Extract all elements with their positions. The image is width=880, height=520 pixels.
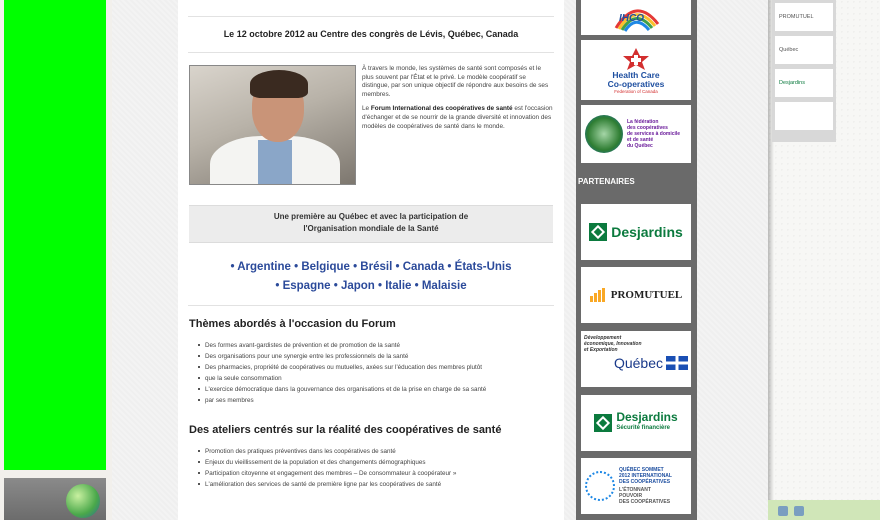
federation-emblem-icon [585,115,623,153]
quebec-flag-icon [666,356,688,370]
divider [188,305,554,306]
left-green-panel [4,0,106,470]
mini-sommet[interactable] [775,102,833,130]
desjardins-sf-text: Desjardins [616,410,678,424]
list-item: L'exercice démocratique dans la gouvernance des organisations et de la prise en charge de sa santé [205,384,557,395]
quebec-text: Québec [613,355,663,371]
oms-banner [189,205,553,243]
ihco-logo[interactable] [581,0,691,35]
twitter-icon[interactable] [794,506,804,516]
desjardins-securite-logo[interactable] [581,395,691,451]
mini-logo-column [772,0,836,142]
hcc-line-1: Health Care [612,69,660,80]
doctor-photo [189,65,356,185]
divider [188,16,554,17]
hcc-line-2: Co-operatives [607,78,665,89]
main-content [178,0,564,520]
partners-heading: PARTENAIRES [578,177,635,186]
list-item: L'amélioration des services de santé de première ligne par les coopératives de santé [205,479,557,490]
ateliers-heading: Des ateliers centrés sur la réalité des coopératives de santé [189,424,502,436]
ihco-text: IHCO [619,13,644,24]
desjardins-logo[interactable] [581,204,691,260]
themes-heading: Thèmes abordés à l'occasion du Forum [189,318,396,330]
list-item-continued: par ses membres [205,395,557,406]
globe-icon [66,484,100,518]
banner-line-1: Une première au Québec et avec la participation de [273,212,469,221]
mini-quebec[interactable]: Québec [775,36,833,64]
sommet-line-1: QUÉBEC SOMMET [619,467,664,473]
divider [188,52,554,53]
themes-list [205,340,557,406]
star-cross-icon [621,47,651,71]
list-item: Des organisations pour une synergie entre les professionnels de la santé [205,351,557,362]
federation-logo[interactable] [581,105,691,163]
fed-line-5: du Québec [627,143,653,149]
promutuel-logo[interactable] [581,267,691,323]
right-bottom-strip [768,500,880,520]
list-item: Des pharmacies, propriété de coopératives ou mutuelles, axées sur l'éducation des membres plutôt [205,362,557,373]
list-item: Promotion des pratiques préventives dans les coopératives de santé [205,446,557,457]
intro-text [362,65,554,137]
sommet-logo[interactable] [581,458,691,514]
desjardins-icon [594,414,612,432]
banner-line-2: l'Organisation mondiale de la Santé [303,224,439,233]
list-item-continued: que la seule consommation [205,373,557,384]
sommet-line-3: DES COOPÉRATIVES [619,479,671,485]
health-care-coop-logo[interactable] [581,40,691,100]
mini-promutuel[interactable]: PROMUTUEL [775,3,833,31]
list-item: Des formes avant-gardistes de prévention et de promotion de la santé [205,340,557,351]
fed-line-1: La fédération [627,119,659,125]
sommet-line-5: POUVOIR [619,493,643,499]
sidebar [576,0,697,520]
quebec-sub-1: Développement [584,335,622,341]
hcc-line-3: Federation of Canada [614,88,658,94]
quebec-sub-3: et Exportation [584,347,618,353]
sommet-line-6: DES COOPÉRATIVES [619,499,671,505]
country-line-2[interactable]: • Espagne • Japon • Italie • Malaisie [275,280,467,292]
country-list [178,258,564,296]
promutuel-bars-icon [590,288,608,302]
mini-desjardins[interactable]: Desjardins [775,69,833,97]
quebec-sub-2: économique, Innovation [584,341,642,347]
desjardins-sf-sub: Sécurité financière [616,425,671,431]
list-item: Participation citoyenne et engagement des membres – De consommateur à coopérateur » [205,468,557,479]
event-date: Le 12 octobre 2012 au Centre des congrès de Lévis, Québec, Canada [223,29,519,39]
desjardins-text: Desjardins [611,224,683,240]
sommet-line-2: 2012 INTERNATIONAL [619,473,672,479]
sommet-line-4: L'ÉTONNANT [619,487,651,493]
intro-paragraph-1: À travers le monde, les systèmes de santé sont composés et le plus souvent par l'État et le privé. Le modèle coopératif se distingue, par son unique objectif de répondre aux besoins de ses membres. [362,65,549,98]
desjardins-icon [589,223,607,241]
country-line-1[interactable]: • Argentine • Belgique • Brésil • Canada • États-Unis [230,261,512,273]
left-thumbnail[interactable] [4,478,106,520]
intro-paragraph-2: Le Forum International des coopératives de santé est l'occasion d'échanger et de se nourrir de la grande diversité et innovation des modèles de coopératives de santé dans le monde. [362,105,553,130]
fed-line-3: de services à domicile [627,131,681,137]
fed-line-2: des coopératives [627,125,668,131]
sommet-globe-icon [585,471,615,501]
quebec-logo[interactable] [581,331,691,387]
promutuel-text: PROMUTUEL [610,289,683,301]
fed-line-4: et de santé [627,137,654,143]
ateliers-list [205,446,557,490]
facebook-icon[interactable] [778,506,788,516]
list-item: Enjeux du vieillissement de la population et des changements démographiques [205,457,557,468]
